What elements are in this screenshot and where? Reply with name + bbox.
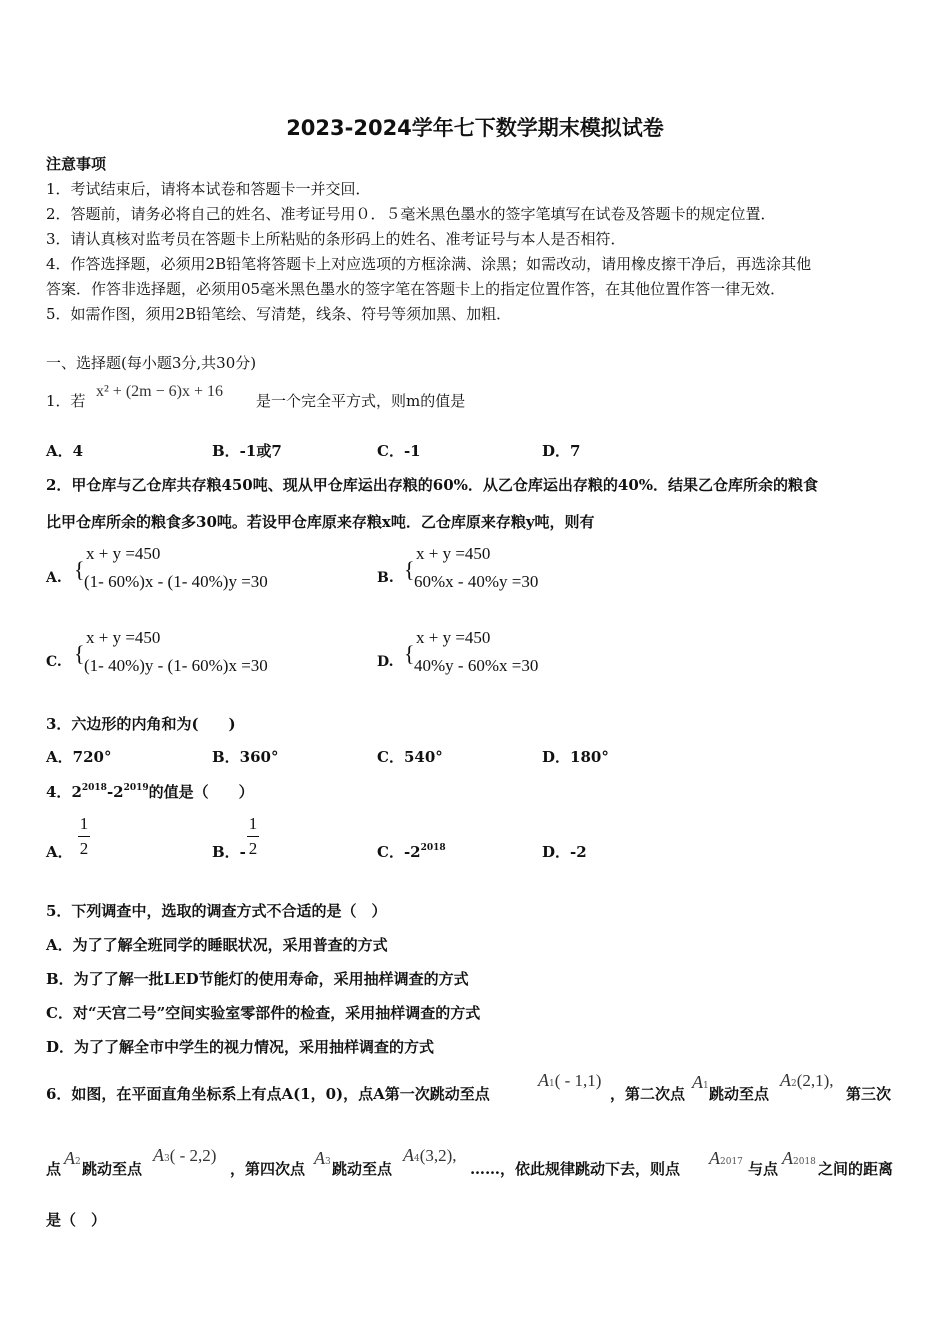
fraction-denominator: 2: [248, 839, 258, 858]
notice-heading: 注意事项: [46, 155, 107, 173]
q2-option-a-eq2: (1- 60%)x - (1- 40%)y =30: [84, 572, 268, 591]
brace-icon: {: [404, 557, 415, 582]
q6-point-a4: [403, 1145, 457, 1166]
q6-text-8: 跳动至点: [332, 1160, 393, 1178]
q1-option-c: C．-1: [377, 442, 421, 460]
q3-option-b: B．360°: [212, 748, 279, 766]
q6-text-10: 与点: [748, 1160, 779, 1178]
q4-option-c-exp: 2018: [420, 843, 446, 853]
q2-option-b-eq2: 60%x - 40%y =30: [414, 572, 539, 591]
notice-item: 2．答题前，请务必将自己的姓名、准考证号用０．５毫米黑色墨水的签字笔填写在试卷及答题卡的规定位置．: [46, 205, 776, 223]
brace-icon: {: [74, 557, 85, 582]
fraction-bar: [247, 836, 259, 837]
q2-option-b-eq1: x + y =450: [416, 544, 491, 563]
point-subscript: 2: [791, 1079, 797, 1089]
q4-exp2: 2019: [123, 783, 149, 793]
q4-option-a-fraction: [76, 814, 92, 859]
q1-option-b: B．-1或7: [212, 442, 282, 460]
q6-point-a2018: [782, 1148, 816, 1169]
q6-text-9: ……，依此规律跳动下去，则点: [470, 1160, 681, 1178]
point-letter: A: [709, 1148, 720, 1168]
q6-text-2: ，第二次点: [610, 1085, 686, 1103]
brace-icon: {: [404, 641, 415, 666]
q2-option-c-label: C.: [46, 654, 62, 670]
q4-option-c: [377, 841, 446, 862]
point-subscript: 2: [75, 1157, 81, 1167]
point-subscript: 2018: [793, 1157, 816, 1167]
point-coordinate: ( - 2,2): [169, 1146, 217, 1165]
q2-option-c-eq1: x + y =450: [86, 628, 161, 647]
notice-item: 4．作答选择题，必须用2B铅笔将答题卡上对应选项的方框涂满、涂黑；如需改动，请用橡皮擦干净后，再选涂其他: [46, 255, 812, 273]
q2-option-b-label: B.: [377, 570, 394, 586]
q4-option-d: D．-2: [542, 843, 587, 861]
q1-option-a: A．4: [46, 442, 84, 460]
q6-point-a3: [153, 1145, 216, 1166]
point-coordinate: ( - 1,1): [554, 1071, 602, 1090]
notice-item: 5．如需作图，须用2B铅笔绘、写清楚，线条、符号等须加黑、加粗．: [46, 305, 512, 323]
point-coordinate: (3,2),: [419, 1146, 457, 1165]
q5-option-d: D．为了了解全市中学生的视力情况，采用抽样调查的方式: [46, 1038, 435, 1056]
q2-option-c-eq2: (1- 40%)y - (1- 60%)x =30: [84, 656, 268, 675]
q4-option-c-label: C．-2: [377, 843, 421, 861]
q2-stem-line1: 2．甲仓库与乙仓库共存粮450吨、现从甲仓库运出存粮的60%．从乙仓库运出存粮的40%．结果乙仓库所余的粮食: [46, 476, 819, 494]
point-subscript: 2017: [720, 1157, 743, 1167]
q2-option-a-label: A.: [46, 570, 62, 586]
q1-expression: x² + (2m − 6)x + 16: [96, 383, 223, 400]
q6-text-12: 是（ ）: [46, 1211, 107, 1229]
section-heading: 一、选择题(每小题3分,共30分): [46, 354, 257, 372]
fraction-bar: [78, 836, 90, 837]
q2-stem-line2: 比甲仓库所余的粮食多30吨。若设甲仓库原来存粮x吨．乙仓库原来存粮y吨，则有: [46, 513, 595, 531]
q3-option-a: A．720°: [46, 748, 112, 766]
q6-point-a1b: [692, 1072, 709, 1093]
q6-text-4: 第三次: [846, 1085, 892, 1103]
point-letter: A: [538, 1070, 549, 1090]
fraction-numerator: 1: [79, 814, 89, 833]
q5-stem: 5．下列调查中，选取的调查方式不合适的是（ ）: [46, 902, 387, 920]
point-letter: A: [64, 1148, 75, 1168]
point-subscript: 1: [703, 1081, 709, 1091]
point-subscript: 3: [164, 1154, 170, 1164]
point-coordinate: (2,1),: [796, 1071, 834, 1090]
q2-option-d-eq2: 40%y - 60%x =30: [414, 656, 539, 675]
point-letter: A: [314, 1148, 325, 1168]
fraction-denominator: 2: [79, 839, 89, 858]
q4-stem: 4．$2^{2018}-2^{2019}$的值是（ ）: [46, 783, 254, 801]
q4-suffix: 的值是（ ）: [148, 783, 254, 801]
page-title: 2023-2024学年七下数学期末模拟试卷: [286, 116, 664, 140]
q3-option-d: D．180°: [542, 748, 609, 766]
brace-icon: {: [74, 641, 85, 666]
q5-option-b: B．为了了解一批LED节能灯的使用寿命，采用抽样调查的方式: [46, 970, 469, 988]
q3-option-c: C．540°: [377, 748, 443, 766]
q6-point-a1: [538, 1070, 601, 1091]
q1-suffix: 是一个完全平方式，则m的值是: [256, 392, 466, 410]
q5-option-c: C．对“天宫二号”空间实验室零部件的检查，采用抽样调查的方式: [46, 1004, 481, 1022]
q1-option-d: D．7: [542, 442, 581, 460]
q4-base: 2: [71, 783, 82, 801]
q4-option-b-label: B．-: [212, 843, 246, 861]
q2-option-d-eq1: x + y =450: [416, 628, 491, 647]
point-letter: A: [780, 1070, 791, 1090]
q6-point-a2: [780, 1070, 834, 1091]
q1-prefix: 1．若: [46, 392, 86, 410]
q4-option-a-label: A．: [46, 843, 73, 861]
point-letter: A: [692, 1072, 703, 1092]
q6-text-11: 之间的距离: [818, 1160, 894, 1178]
notice-item: 答案．作答非选择题，必须用05毫米黑色墨水的签字笔在答题卡上的指定位置作答，在其他位置作答一律无效．: [46, 280, 786, 298]
q6-point-a3b: [314, 1148, 331, 1169]
q6-point-a2b: [64, 1148, 81, 1169]
notice-item: 1．考试结束后，请将本试卷和答题卡一并交回．: [46, 180, 371, 198]
point-letter: A: [153, 1145, 164, 1165]
q6-point-a2017: [709, 1148, 743, 1169]
q6-text-3: 跳动至点: [709, 1085, 770, 1103]
point-letter: A: [403, 1145, 414, 1165]
point-subscript: 4: [414, 1154, 420, 1164]
point-subscript: 1: [549, 1079, 555, 1089]
q2-option-a-eq1: x + y =450: [86, 544, 161, 563]
q6-text-6: 跳动至点: [82, 1160, 143, 1178]
q4-minus: -2: [106, 783, 124, 801]
q6-text-5: 点: [46, 1160, 62, 1178]
q6-text-1: 6．如图，在平面直角坐标系上有点A(1，0)，点A第一次跳动至点: [46, 1085, 490, 1103]
point-letter: A: [782, 1148, 793, 1168]
q6-text-7: ，第四次点: [230, 1160, 306, 1178]
point-subscript: 3: [325, 1157, 331, 1167]
notice-item: 3．请认真核对监考员在答题卡上所粘贴的条形码上的姓名、准考证号与本人是否相符．: [46, 230, 626, 248]
q3-stem: 3．六边形的内角和为( ): [46, 715, 236, 733]
q2-option-d-label: D.: [377, 654, 394, 670]
q5-option-a: A．为了了解全班同学的睡眠状况，采用普查的方式: [46, 936, 388, 954]
q4-option-b-fraction: [245, 814, 261, 859]
q4-exp1: 2018: [81, 783, 107, 793]
fraction-numerator: 1: [248, 814, 258, 833]
